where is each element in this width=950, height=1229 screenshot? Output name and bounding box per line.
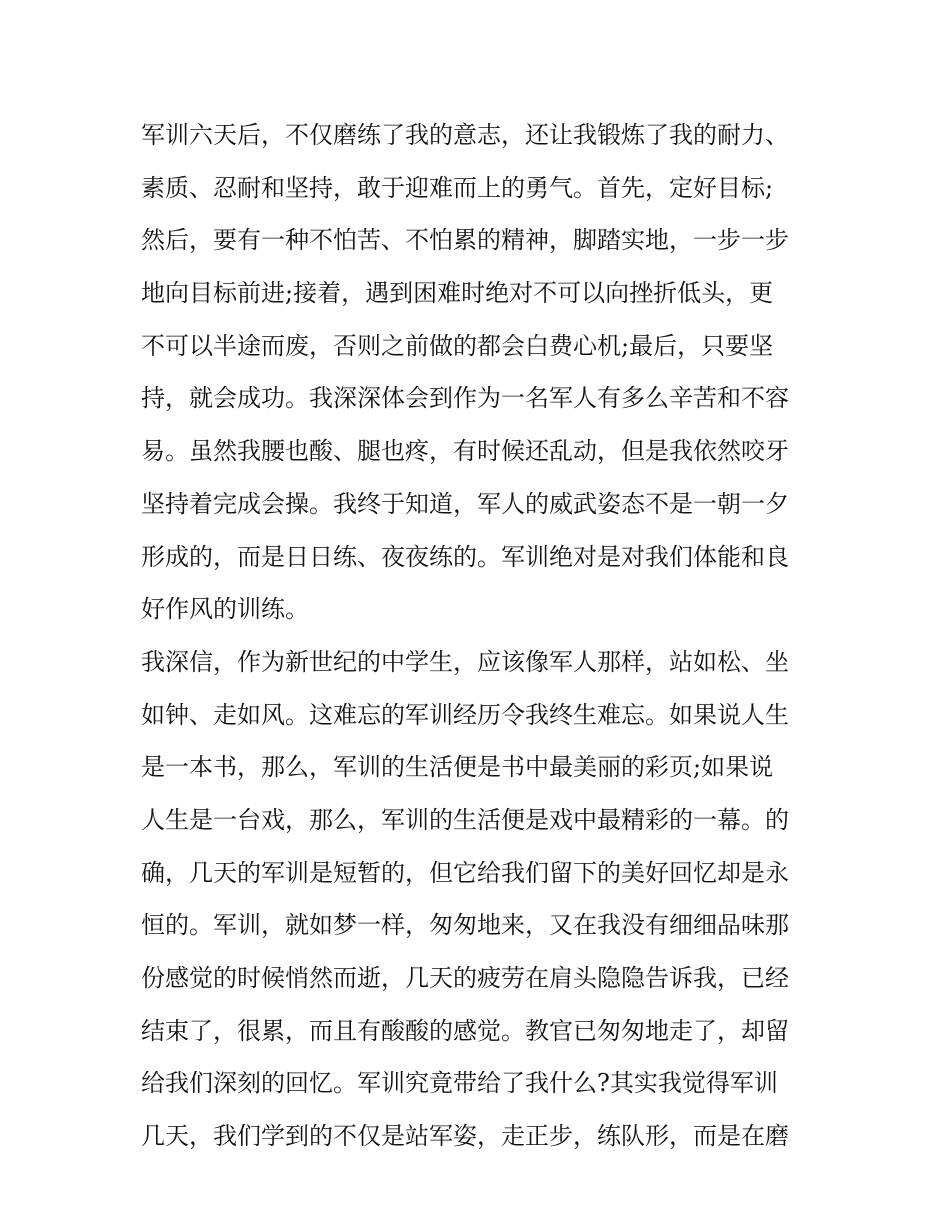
- text-line: 恒的。军训，就如梦一样，匆匆地来，又在我没有细细品味那: [141, 911, 789, 940]
- text-line: 持，就会成功。我深深体会到作为一名军人有多么辛苦和不容: [141, 384, 789, 413]
- text-line: 我深信，作为新世纪的中学生，应该像军人那样，站如松、坐: [141, 647, 789, 676]
- text-line: 地向目标前进;接着，遇到困难时绝对不可以向挫折低头，更: [141, 279, 774, 308]
- text-line: 结束了，很累，而且有酸酸的感觉。教官已匆匆地走了，却留: [141, 1016, 789, 1045]
- text-line: 不可以半途而废，否则之前做的都会白费心机;最后，只要坚: [141, 331, 774, 360]
- text-line: 形成的，而是日日练、夜夜练的。军训绝对是对我们体能和良: [141, 542, 789, 571]
- text-line: 然后，要有一种不怕苦、不怕累的精神，脚踏实地，一步一步: [141, 226, 789, 255]
- text-line: 军训六天后，不仅磨练了我的意志，还让我锻炼了我的耐力、: [141, 121, 789, 149]
- text-line: 好作风的训练。: [141, 595, 309, 624]
- text-line: 是一本书，那么，军训的生活便是书中最美丽的彩页;如果说: [141, 753, 774, 782]
- text-line: 素质、忍耐和坚持，敢于迎难而上的勇气。首先，定好目标;: [141, 173, 774, 202]
- text-line: 易。虽然我腰也酸、腿也疼，有时候还乱动，但是我依然咬牙: [141, 437, 789, 466]
- text-line: 份感觉的时候悄然而逝，几天的疲劳在肩头隐隐告诉我，已经: [141, 964, 789, 992]
- body-text: [141, 109, 821, 1163]
- text-line: 坚持着完成会操。我终于知道，军人的威武姿态不是一朝一夕: [141, 489, 789, 518]
- text-line: 如钟、走如风。这难忘的军训经历令我终生难忘。如果说人生: [141, 700, 789, 729]
- text-line: 确，几天的军训是短暂的，但它给我们留下的美好回忆却是永: [141, 858, 789, 887]
- text-line: 给我们深刻的回忆。军训究竟带给了我什么?其实我觉得军训: [141, 1069, 778, 1098]
- text-line: 几天，我们学到的不仅是站军姿，走正步，练队形，而是在磨: [141, 1122, 789, 1151]
- text-line: 人生是一台戏，那么，军训的生活便是戏中最精彩的一幕。的: [141, 805, 789, 834]
